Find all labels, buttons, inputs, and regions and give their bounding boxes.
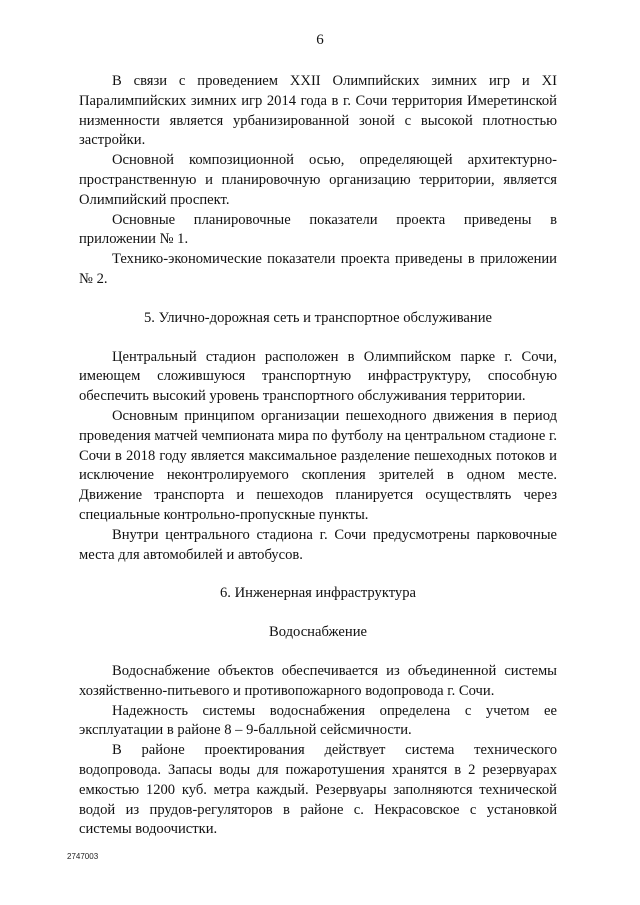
section-6-heading: 6. Инженерная инфраструктура <box>220 585 416 602</box>
section-6-paragraph-2: Надежность системы водоснабжения определена с учетом ее эксплуатации в районе 8 – 9-балльной сейсмичности. <box>79 702 557 739</box>
section-5-paragraph-2: Основным принципом организации пешеходного движения в период проведения матчей чемпионата мира по футболу на центральном стадионе г. Сочи в 2018 году является максимальное разделение пешеходных потоков и исключение неконтролируемого скопления зрителей в одном месте. Движение транспорта и пешеходов планируется осуществлять через специальные контрольно-пропускные пункты. <box>79 407 557 523</box>
section-5-heading: 5. Улично-дорожная сеть и транспортное обслуживание <box>143 309 492 326</box>
intro-paragraph-2: Основной композиционной осью, определяющей архитектурно-пространственную и планировочную организацию территории, является Олимпийский проспект. <box>79 152 557 208</box>
intro-paragraph-4: Технико-экономические показатели проекта приведены в приложении № 2. <box>79 251 557 287</box>
section-6-paragraph-3: В районе проектирования действует система технического водопровода. Запасы воды для пожаротушения хранятся в 2 резервуарах емкостью 1200 куб. метра каждый. Резервуары заполняются технической водой из прудов-регуляторов в районе с. Некрасовское с установкой системы водоочистки. <box>79 742 557 838</box>
document-body <box>79 72 557 840</box>
intro-paragraph-1: В связи с проведением XXII Олимпийских зимних игр и XI Паралимпийских зимних игр 2014 года в г. Сочи территория Имеретинской низменности является урбанизированной зоной с высокой плотностью застройки. <box>79 73 557 149</box>
section-5-paragraph-3: Внутри центрального стадиона г. Сочи предусмотрены парковочные места для автомобилей и автобусов. <box>79 526 557 563</box>
section-6-subheading: Водоснабжение <box>269 624 367 641</box>
document-id: 2747003 <box>67 852 99 861</box>
section-5-paragraph-1: Центральный стадион расположен в Олимпийском парке г. Сочи, имеющем сложившуюся транспортную инфраструктуру, способную обеспечить высокий уровень транспортного обслуживания территории. <box>79 348 557 405</box>
page-number: 6 <box>316 32 324 48</box>
intro-paragraph-3: Основные планировочные показатели проекта приведены в приложении № 1. <box>79 211 557 248</box>
section-6-paragraph-1: Водоснабжение объектов обеспечивается из объединенной системы хозяйственно-питьевого и противопожарного водопровода г. Сочи. <box>79 662 557 699</box>
